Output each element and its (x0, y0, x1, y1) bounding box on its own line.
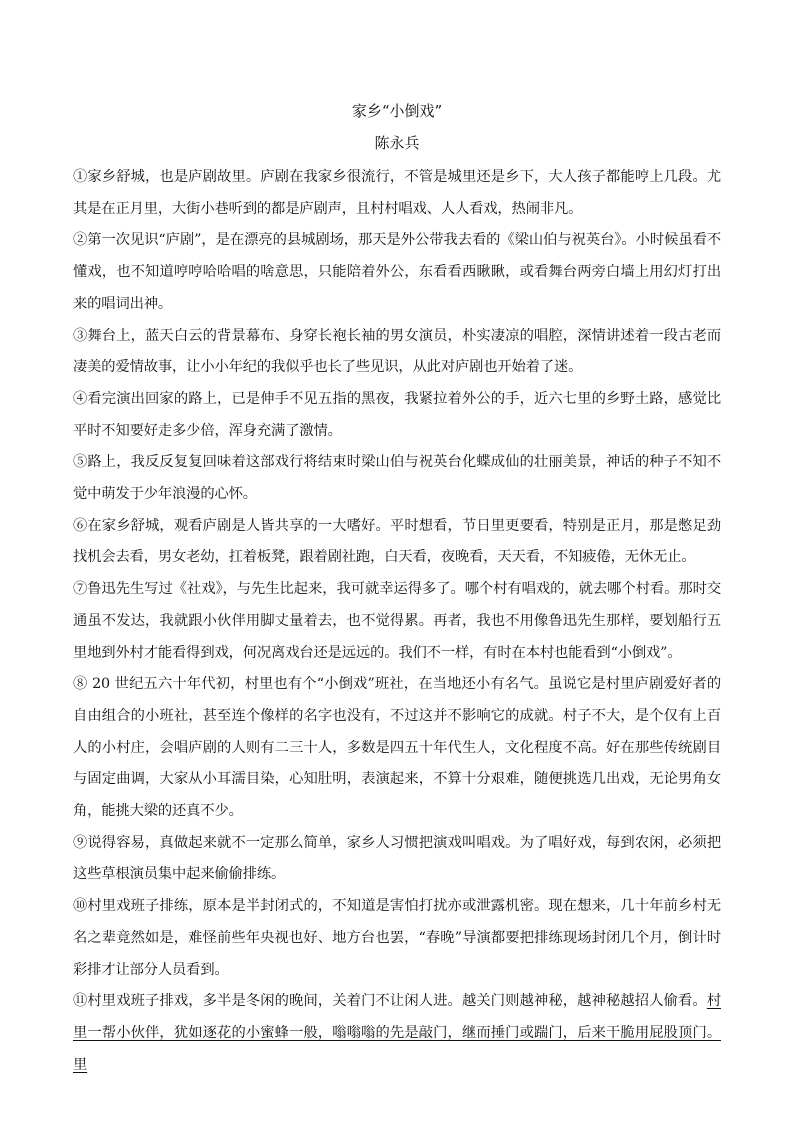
paragraph-11-text: ⑪村里戏班子排戏，多半是冬闲的晚间，关着门不让闲人进。越关门则越神秘，越神秘越招人偷看。 (73, 993, 707, 1010)
paragraph-6: ⑥在家乡舒城，观看庐剧是人皆共享的一大嗜好。平时想看，节日里更要看，特别是正月，那是憋足劲找机会去看，男女老幼，扛着板凳，跟着剧社跑，白天看，夜晚看，天天看，不知疲倦，无休无止。 (73, 517, 721, 566)
paragraph-8: ⑧ 20 世纪五六十年代初，村里也有个“小倒戏”班社，在当地还小有名气。虽说它是村里庐剧爱好者的自由组合的小班社，甚至连个像样的名字也没有，不过这并不影响它的成就。村子不大，是个仅有上百人的小村庄，会唱庐剧的人则有二三十人，多数是四五十年代生人，文化程度不高。好在那些传统剧目与固定曲调，大家从小耳濡目染，心知肚明，表演起来，不算十分艰难，随便挑选几出戏，无论男角女角，能挑大梁的还真不少。 (73, 676, 721, 820)
paragraph-10: ⑩村里戏班子排练，原本是半封闭式的，不知道是害怕打扰亦或泄露机密。现在想来，几十年前乡村无名之辈竟然如是，难怪前些年央视也好、地方台也罢，“春晚”导演都要把排练现场封闭几个月，倒计时彩排才让部分人员看到。 (73, 898, 721, 978)
paragraph-1: ①家乡舒城，也是庐剧故里。庐剧在我家乡很流行，不管是城里还是乡下，大人孩子都能哼上几段。尤其是在正月里，大街小巷听到的都是庐剧声，且村村唱戏、人人看戏，热闹非凡。 (73, 169, 721, 217)
author-name: 陈永兵 (374, 134, 420, 152)
paragraph-2: ②第一次见识“庐剧”，是在漂亮的县城剧场，那天是外公带我去看的《梁山伯与祝英台》。小时候虽看不懂戏，也不知道哼哼哈哈唱的啥意思，只能陪着外公，东看看西瞅瞅，或看舞台两旁白墙上用幻灯打出来的唱词出神。 (73, 232, 721, 312)
paragraph-11 (73, 986, 721, 1081)
article-body (73, 162, 721, 1081)
paragraph-5: ⑤路上，我反反复复回味着这部戏行将结束时梁山伯与祝英台化蝶成仙的壮丽美景，神话的种子不知不觉中萌发于少年浪漫的心怀。 (73, 454, 721, 503)
paragraph-3: ③舞台上，蓝天白云的背景幕布、身穿长袍长袖的男女演员，朴实凄凉的唱腔，深情讲述着一段古老而凄美的爱情故事，让小小年纪的我似乎也长了些见识，从此对庐剧也开始着了迷。 (73, 327, 721, 376)
article-title: 家乡“小倒戏” (351, 102, 443, 120)
paragraph-4: ④看完演出回家的路上，已是伸手不见五指的黑夜，我紧拉着外公的手，近六七里的乡野土路，感觉比平时不知要好走多少倍，浑身充满了激情。 (73, 390, 721, 439)
paragraph-7: ⑦鲁迅先生写过《社戏》，与先生比起来，我可就幸运得多了。哪个村有唱戏的，就去哪个村看。那时交通虽不发达，我就跟小伙伴用脚丈量着去，也不觉得累。再者，我也不用像鲁迅先生那样，要划船行五里地到外村才能看得到戏，何况离戏台还是远远的。我们不一样，有时在本村也能看到“小倒戏”。 (73, 581, 721, 661)
underlined-sentence: 村里一帮小伙伴，犹如逐花的小蜜蜂一般，嗡嗡嗡的先是敲门，继而捶门或踹门，后来干脆用屁股顶门。里 (73, 993, 721, 1073)
paragraph-9: ⑨说得容易，真做起来就不一定那么简单，家乡人习惯把演戏叫唱戏。为了唱好戏，每到农闲，必须把这些草根演员集中起来偷偷排练。 (73, 834, 721, 883)
